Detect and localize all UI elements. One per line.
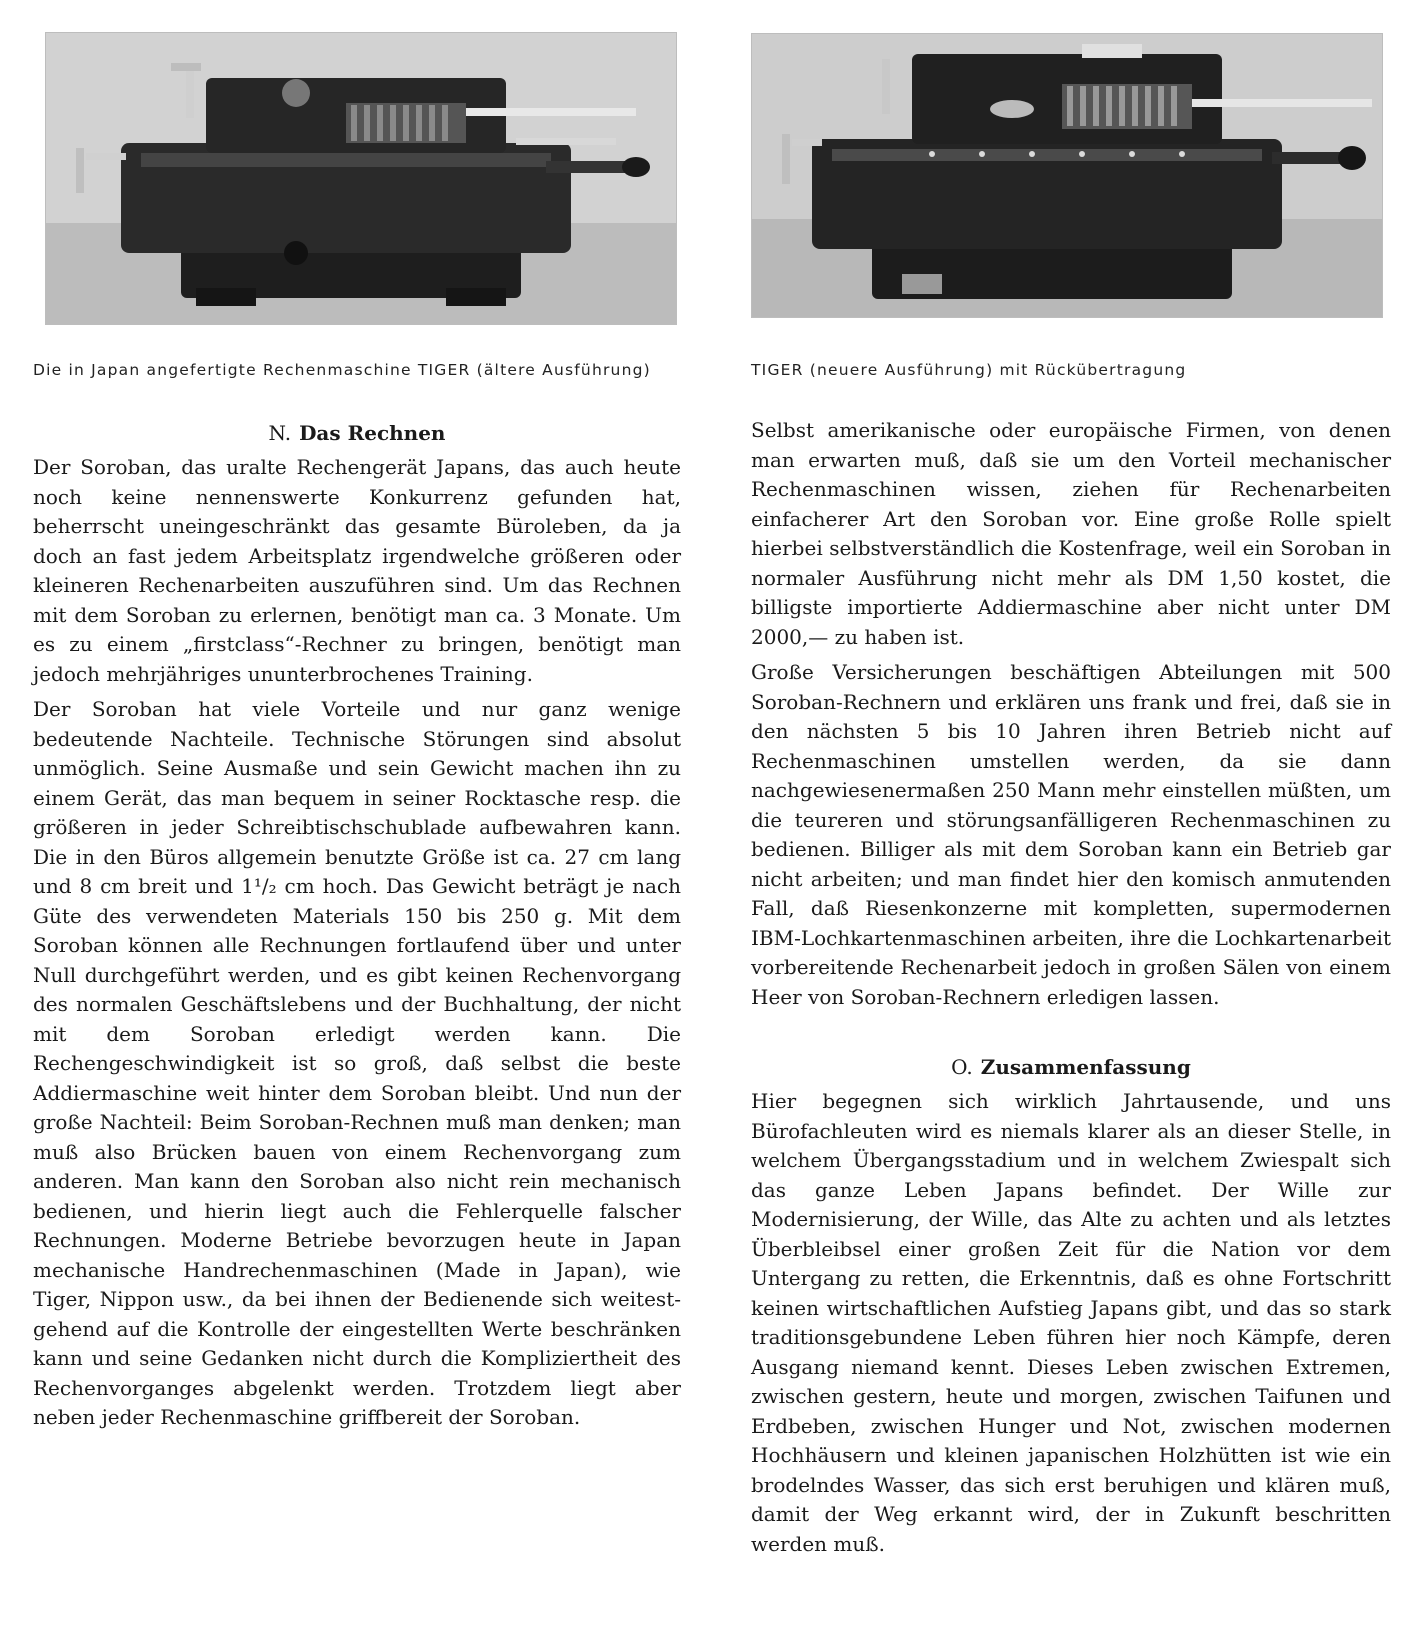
section-letter: N. [268,421,292,445]
paragraph: Der Soroban, das uralte Rechengerät Japans, das auch heute noch keine nennenswerte Konkurrenz gefunden hat, beherrscht uneingeschränkt das gesamte Büroleben, da ja doch an fast jedem Arbeitsplatz irgendwelche größeren oder kleineren Rechenarbeiten auszuführen sind. Um das Rechnen mit dem Soroban zu erlernen, benötigt man ca. 3 Monate. Um es zu einem „firstclass“-Rechner zu bringen, benötigt man jedoch mehrjähriges ununterbrochenes Training. [33,455,681,686]
section-letter: O. [951,1055,973,1079]
section-heading-o [751,1052,1391,1082]
figure-caption-left: Die in Japan angefertigte Rechenmaschine TIGER (ältere Ausführung) [33,361,651,379]
paragraph: Selbst amerikanische oder europäische Firmen, von denen man erwarten muß, daß sie um den Vorteil mechanischer Rechenmaschinen wissen, ziehen für Rechenarbeiten einfacherer Art den Soroban vor. Eine große Rolle spielt hierbei selbstverständlich die Kostenfrage, weil ein Soroban in normaler Ausführung nicht mehr als DM 1,50 kostet, die billigste importierte Addiermaschine aber nicht unter DM 2000,— zu haben ist. [751,418,1391,649]
paragraph: Der Soroban hat viele Vorteile und nur ganz wenige bedeutende Nachteile. Technische Störungen sind absolut unmöglich. Seine Ausmaße und sein Gewicht machen ihn zu einem Gerät, das man bequem in seiner Rocktasche resp. die größeren in jeder Schreibtischschublade aufbewahren kann. Die in den Büros allgemein benutzte Größe ist ca. 27 cm lang und 8 cm breit und 1¹/₂ cm hoch. Das Gewicht beträgt je nach Güte des verwendeten Materials 150 bis 250 g. Mit dem Soroban können alle Rechnungen fortlaufend über und unter Null durchgeführt werden, und es gibt keinen Rechenvorgang des normalen Geschäftslebens und der Buchhaltung, der nicht mit dem Soroban erledigt werden kann. Die Rechengeschwindigkeit ist so groß, daß selbst die beste Addiermaschine weit hinter dem Soroban bleibt. Und nun der große Nachteil: Beim Soroban-Rechnen muß man denken; man muß also Brücken bauen von einem Rechenvorgang zum anderen. Man kann den Soroban also nicht rein mechanisch bedienen, und hierin liegt auch die Fehlerquelle falscher Rechnungen. Moderne Betriebe bevorzugen heute in Japan mechanische Handrechenmaschinen (Made in Japan), wie Tiger, Nippon usw., da bei ihnen der Bedienende sich weitestgehend auf die Kontrolle der eingestellten Werte beschränken kann und seine Gedanken nicht durch die Kompliziertheit des Rechenvorganges abgelenkt werden. Trotzdem liegt aber neben jeder Rechenmaschine griffbereit der Soroban. [33,697,681,1429]
mechanical-calculator-icon [752,34,1382,317]
section-title: Das Rechnen [299,421,446,445]
section-heading-n [33,418,681,448]
figure-caption-right: TIGER (neuere Ausführung) mit Rückübertragung [751,361,1187,379]
calculator-photo-newer [751,33,1383,318]
paragraph: Große Versicherungen beschäftigen Abteilungen mit 500 Soroban-Rechnern und erklären uns frank und frei, daß sie in den nächsten 5 bis 10 Jahren ihren Betrieb nicht auf Rechenmaschinen umstellen werden, da sie dann nachgewiesenermaßen 250 Mann mehr einstellen müßten, um die teureren und störungsanfälligeren Rechenmaschinen zu bedienen. Billiger als mit dem Soroban kann ein Betrieb gar nicht arbeiten; und man findet hier den komisch anmutenden Fall, daß Riesenkonzerne mit kompletten, supermodernen IBM-Lochkartenmaschinen arbeiten, ihre die Lochkartenarbeit vorbereitende Rechenarbeit jedoch in großen Sälen von einem Heer von Soroban-Rechnern erledigen lassen. [751,660,1391,1009]
right-column [751,416,1391,1565]
mechanical-calculator-icon [46,33,676,324]
calculator-photo-older [45,32,677,325]
left-column [33,418,681,1439]
paragraph: Hier begegnen sich wirklich Jahrtausende, und uns Bürofachleuten wird es niemals klarer als an dieser Stelle, in welchem Übergangsstadium und in welchem Zwiespalt sich das ganze Leben Japans befindet. Der Wille zur Modernisierung, der Wille, das Alte zu achten und als letztes Überbleibsel einer großen Zeit für die Nation vor dem Untergang zu retten, die Erkenntnis, daß es ohne Fortschritt keinen wirtschaftlichen Aufstieg Japans gibt, und das so stark traditionsgebundene Leben führen hier noch Kämpfe, deren Ausgang niemand kennt. Dieses Leben zwischen Extremen, zwischen gestern, heute und morgen, zwischen Taifunen und Erdbeben, zwischen Hunger und Not, zwischen modernen Hochhäusern und kleinen japanischen Holzhütten ist wie ein brodelndes Wasser, das sich erst beruhigen und klären muß, damit der Weg erkannt wird, der in Zukunft beschritten werden muß. [751,1089,1391,1556]
section-title: Zusammenfassung [980,1055,1191,1079]
